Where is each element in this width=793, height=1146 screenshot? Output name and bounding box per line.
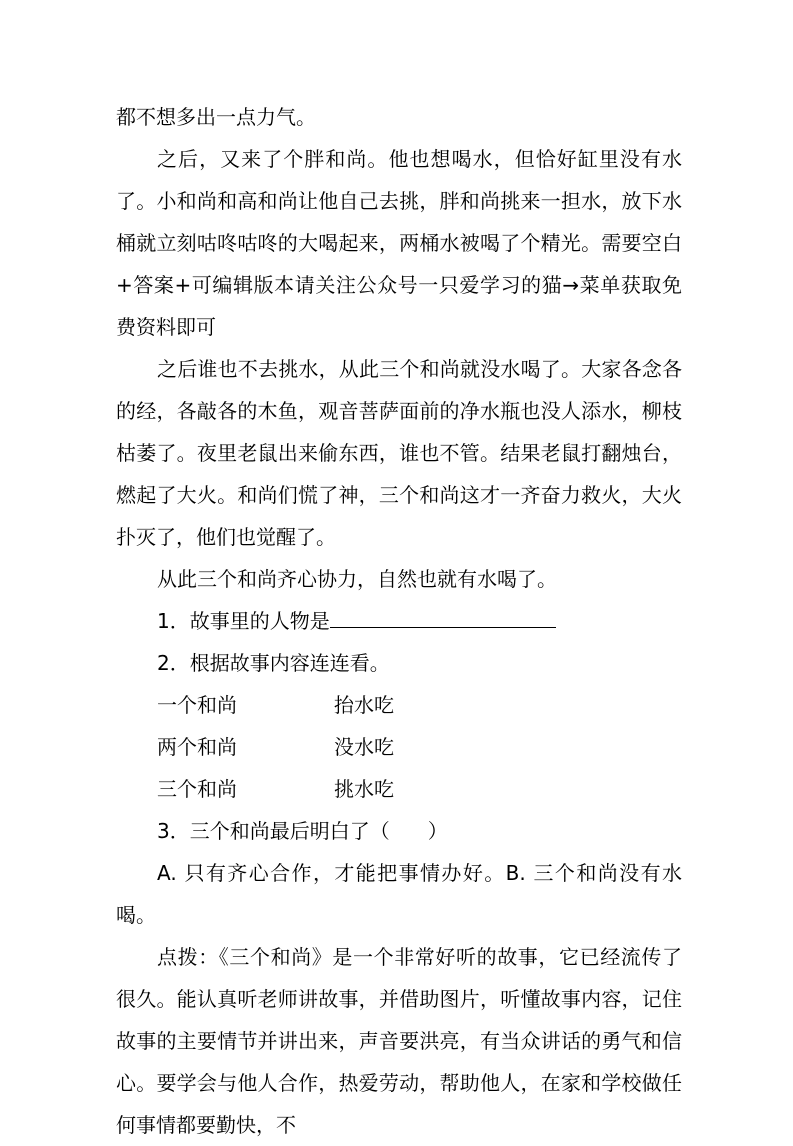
matching-left-1[interactable]: 一个和尚 [157,693,237,717]
question-3-close: ） [427,819,448,843]
question-1-text: 1．故事里的人物是 [157,609,330,633]
answer-blank[interactable] [330,605,556,628]
story-paragraph-3: 从此三个和尚齐心协力，自然也就有水喝了。 [157,567,557,591]
document-page [116,96,682,1146]
matching-right-3[interactable]: 挑水吃 [334,777,394,801]
matching-row-2 [116,726,682,768]
story-paragraph-0: 都不想多出一点力气。 [116,105,316,129]
matching-right-1[interactable]: 抬水吃 [334,693,394,717]
question-3-options: A. 只有齐心合作，才能把事情办好。B. 三个和尚没有水喝。 [116,861,682,927]
question-3 [116,810,682,852]
matching-right-2[interactable]: 没水吃 [334,735,394,759]
matching-left-3[interactable]: 三个和尚 [157,777,237,801]
matching-row-1 [116,684,682,726]
question-2: 2．根据故事内容连连看。 [157,651,390,675]
story-paragraph-2: 之后谁也不去挑水，从此三个和尚就没水喝了。大家各念各的经，各敲各的木鱼，观音菩萨面前的净水瓶也没人添水，柳枝枯萎了。夜里老鼠出来偷东西，谁也不管。结果老鼠打翻烛台，燃起了大火。和尚们慌了神，三个和尚这才一齐奋力救火，大火扑灭了，他们也觉醒了。 [116,357,682,549]
tip-paragraph: 点拨：《三个和尚》是一个非常好听的故事，它已经流传了很久。能认真听老师讲故事，并借助图片，听懂故事内容，记住故事的主要情节并讲出来，声音要洪亮，有当众讲话的勇气和信心。要学会与他人合作，热爱劳动，帮助他人，在家和学校做任何事情都要勤快，不 [116,945,682,1137]
matching-row-3 [116,768,682,810]
story-paragraph-1: 之后，又来了个胖和尚。他也想喝水，但恰好缸里没有水了。小和尚和高和尚让他自己去挑，胖和尚挑来一担水，放下水桶就立刻咕咚咕咚的大喝起来，两桶水被喝了个精光。需要空白+答案+可编辑版本请关注公众号一只爱学习的猫→菜单获取免费资料即可 [116,147,682,339]
question-1 [116,600,682,642]
question-3-text: 3．三个和尚最后明白了（ [157,819,390,843]
matching-left-2[interactable]: 两个和尚 [157,735,237,759]
